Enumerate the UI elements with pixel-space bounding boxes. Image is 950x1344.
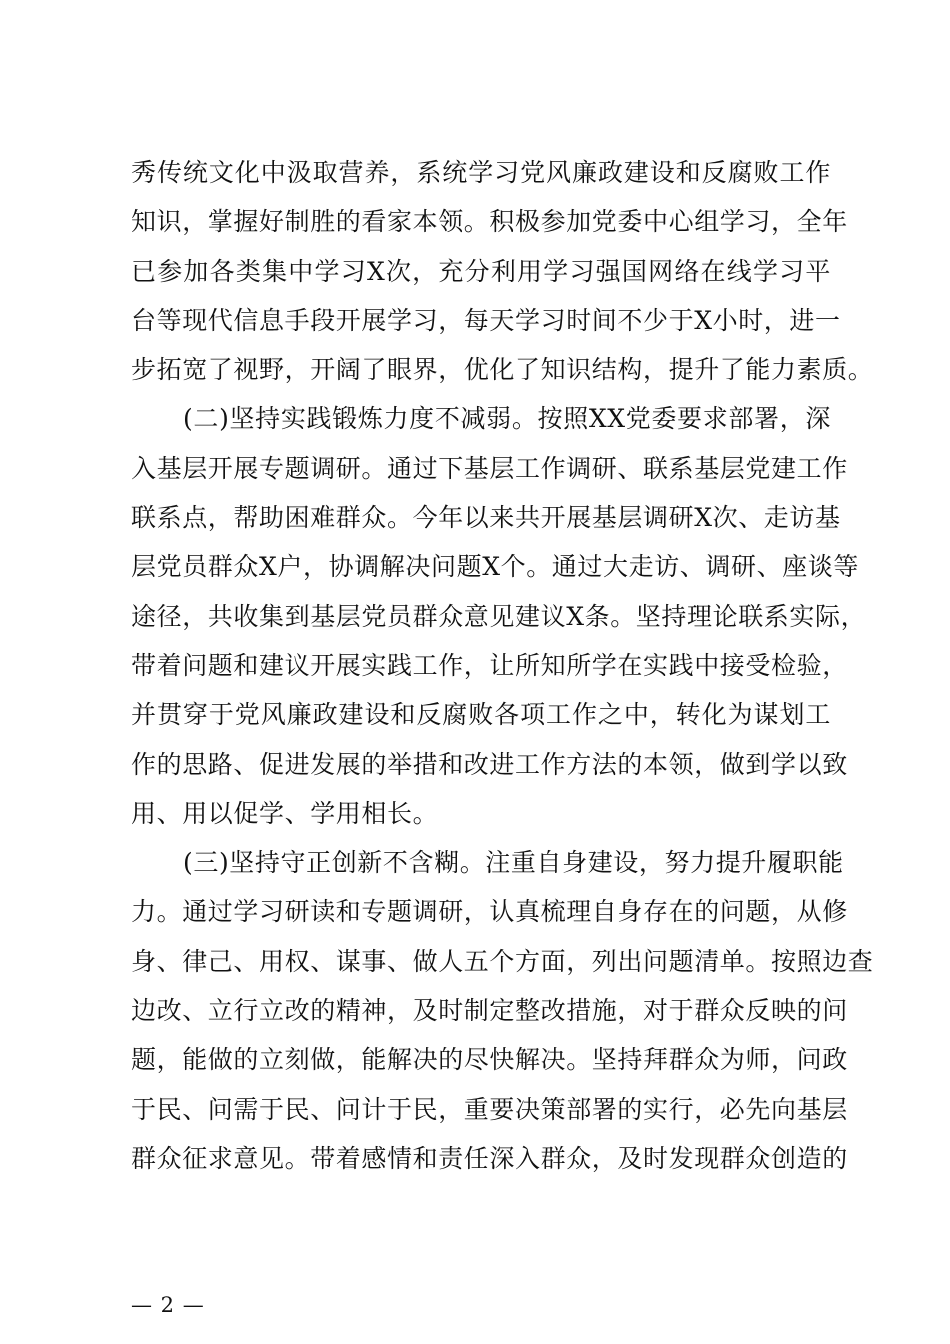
text-line: 作的思路、促进发展的举措和改进工作方法的本领，做到学以致 — [131, 749, 848, 779]
paragraph-heading-line: (三)坚持守正创新不含糊。注重自身建设，努力提升履职能 — [183, 848, 844, 878]
paragraph-practice — [131, 394, 867, 838]
paragraph-innovation — [131, 838, 874, 1183]
page-number: — 2 — — [131, 1293, 205, 1317]
text-line: 层党员群众X户，协调解决问题X个。通过大走访、调研、座谈等 — [131, 552, 859, 582]
text-line: 用、用以促学、学用相长。 — [131, 798, 439, 828]
text-line: 步拓宽了视野，开阔了眼界，优化了知识结构，提升了能力素质。 — [131, 355, 874, 385]
paragraph-heading-line: (二)坚持实践锻炼力度不减弱。按照XX党委要求部署，深 — [183, 404, 831, 434]
text-line: 并贯穿于党风廉政建设和反腐败各项工作之中，转化为谋划工 — [131, 700, 831, 730]
text-line: 台等现代信息手段开展学习，每天学习时间不少于X小时，进一 — [131, 305, 841, 335]
text-line: 秀传统文化中汲取营养，系统学习党风廉政建设和反腐败工作 — [131, 158, 831, 187]
text-line: 已参加各类集中学习X次，充分利用学习强国网络在线学习平 — [131, 256, 831, 286]
text-line: 于民、问需于民、问计于民，重要决策部署的实行，必先向基层 — [131, 1094, 848, 1124]
text-line: 知识，掌握好制胜的看家本领。积极参加党委中心组学习，全年 — [131, 207, 848, 237]
text-line: 入基层开展专题调研。通过下基层工作调研、联系基层党建工作 — [131, 453, 848, 483]
text-line: 身、律己、用权、谋事、做人五个方面，列出问题清单。按照边查 — [131, 946, 874, 976]
text-line: 群众征求意见。带着感情和责任深入群众，及时发现群众创造的 — [131, 1143, 848, 1173]
paragraph-continued — [131, 148, 874, 394]
text-line: 途径，共收集到基层党员群众意见建议X条。坚持理论联系实际， — [131, 601, 867, 631]
text-line: 联系点，帮助困难群众。今年以来共开展基层调研X次、走访基 — [131, 503, 841, 533]
text-line: 边改、立行立改的精神，及时制定整改措施，对于群众反映的问 — [131, 996, 848, 1026]
text-line: 题，能做的立刻做，能解决的尽快解决。坚持拜群众为师，问政 — [131, 1045, 848, 1075]
text-line: 带着问题和建议开展实践工作，让所知所学在实践中接受检验， — [131, 650, 848, 680]
document-body — [131, 148, 874, 1183]
text-line: 力。通过学习研读和专题调研，认真梳理自身存在的问题，从修 — [131, 897, 848, 927]
